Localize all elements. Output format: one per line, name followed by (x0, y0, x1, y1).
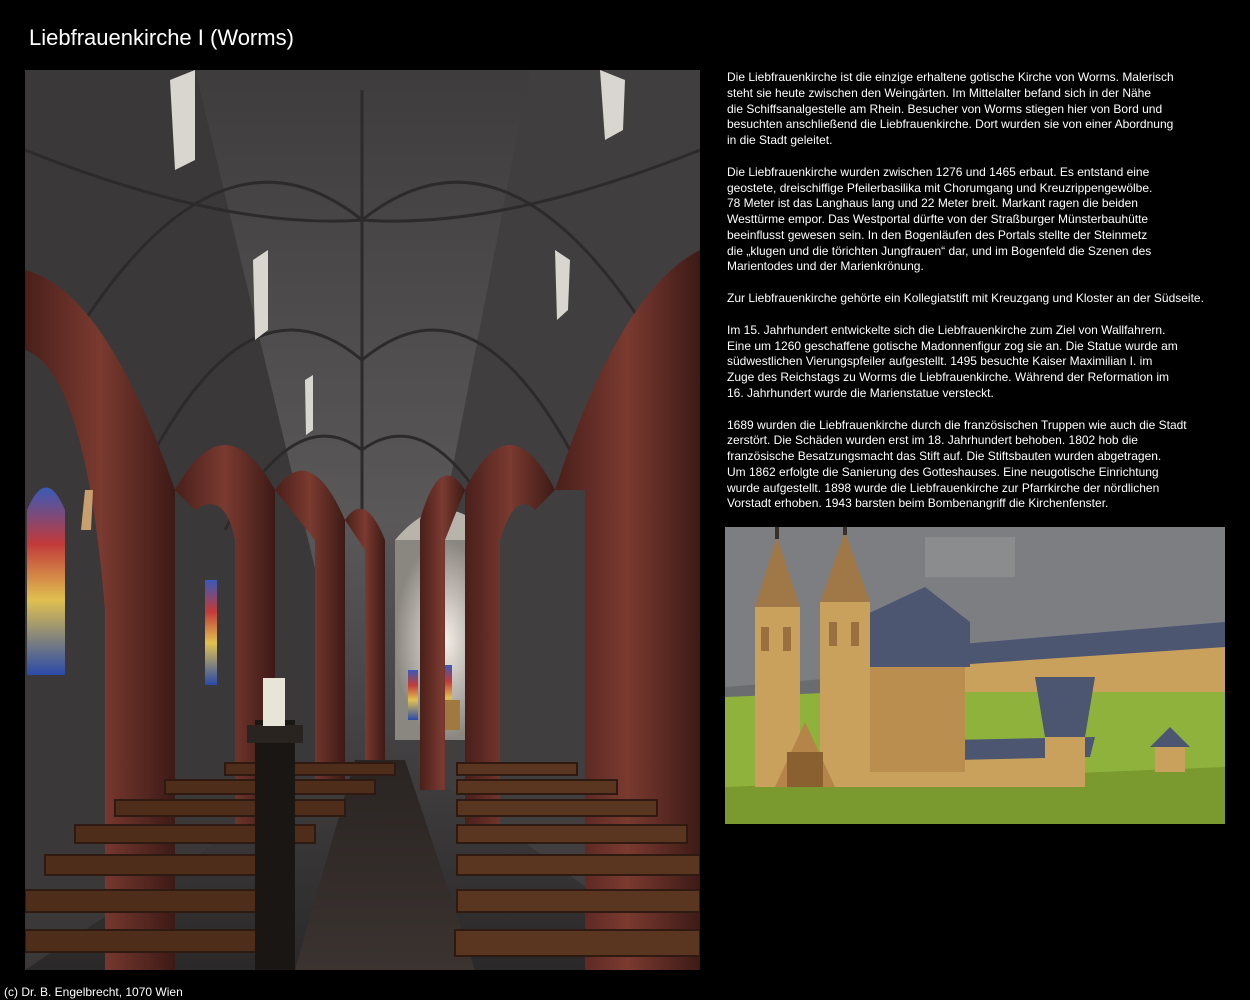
text-line: die Schiffsanalgestelle am Rhein. Besucher von Worms stiegen hier von Bord und (727, 101, 1163, 116)
text-line: 1689 wurden die Liebfrauenkirche durch die französischen Truppen wie auch die Stadt (727, 417, 1187, 432)
church-model-photo (725, 527, 1225, 824)
text-line: Die Liebfrauenkirche wurden zwischen 1276 und 1465 erbaut. Es entstand eine (727, 164, 1150, 179)
text-line: besuchten anschließend die Liebfrauenkirche. Dort wurden sie von einer Abordnung (727, 117, 1174, 132)
text-line: Im 15. Jahrhundert entwickelte sich die Liebfrauenkirche zum Ziel von Wallfahrern. (727, 322, 1166, 337)
paragraph-history (727, 70, 1222, 149)
text-line: Zur Liebfrauenkirche gehörte ein Kollegiatstift mit Kreuzgang und Kloster an der Südseite. (727, 291, 1204, 305)
paragraph-construction (727, 165, 1222, 275)
text-line: Westtürme empor. Das Westportal dürfte von der Straßburger Münsterbauhütte (727, 212, 1149, 226)
text-line: geostete, dreischiffige Pfeilerbasilika mit Chorumgang und Kreuzrippengewölbe. (727, 180, 1153, 195)
text-line: 16. Jahrhundert wurde die Marienstatue versteckt. (727, 385, 994, 400)
text-line: in die Stadt geleitet. (727, 133, 833, 147)
text-line: 78 Meter ist das Langhaus lang und 22 Meter breit. Markant ragen die beiden (727, 196, 1138, 211)
text-line: Um 1862 erfolgte die Sanierung des Gotteshauses. Eine neugotische Einrichtung (727, 464, 1159, 479)
text-line: wurde aufgestellt. 1898 wurde die Liebfrauenkirche zur Pfarrkirche der nördlichen (727, 480, 1160, 495)
text-line: die „klugen und die törichten Jungfrauen“ dar, und im Bogenfeld die Szenen des (727, 243, 1152, 258)
paragraph-destruction (727, 418, 1222, 513)
page-title: Liebfrauenkirche I (Worms) (29, 25, 294, 50)
description-text (727, 70, 1222, 528)
text-line: französische Besatzungsmacht das Stift auf. Die Stiftsbauten wurden abgetragen. (727, 449, 1162, 463)
paragraph-stift (727, 291, 1222, 307)
text-line: Die Liebfrauenkirche ist die einzige erhaltene gotische Kirche von Worms. Malerisch (727, 70, 1174, 84)
text-line: Eine um 1260 geschaffene gotische Madonnenfigur zog sie an. Die Statue wurde am (727, 338, 1178, 353)
text-line: Vorstadt erhoben. 1943 barsten beim Bombenangriff die Kirchenfenster. (727, 496, 1109, 511)
church-interior-photo (25, 70, 700, 970)
paragraph-pilgrimage (727, 323, 1222, 402)
text-line: Marientodes und der Marienkrönung. (727, 259, 924, 274)
text-line: beeinflusst gewesen sein. In den Bogenläufen des Portals stellte der Steinmetz (727, 227, 1148, 242)
text-line: steht sie heute zwischen den Weingärten. Im Mittelalter befand sich in der Nähe (727, 85, 1152, 100)
text-line: südwestlichen Vierungspfeiler aufgestellt. 1495 besuchte Kaiser Maximilian I. im (727, 354, 1153, 369)
text-line: Zuge des Reichstags zu Worms die Liebfrauenkirche. Während der Reformation im (727, 370, 1169, 384)
text-line: zerstört. Die Schäden wurden erst im 18. Jahrhundert behoben. 1802 hob die (727, 433, 1138, 448)
copyright-footer: (c) Dr. B. Engelbrecht, 1070 Wien (4, 985, 183, 999)
